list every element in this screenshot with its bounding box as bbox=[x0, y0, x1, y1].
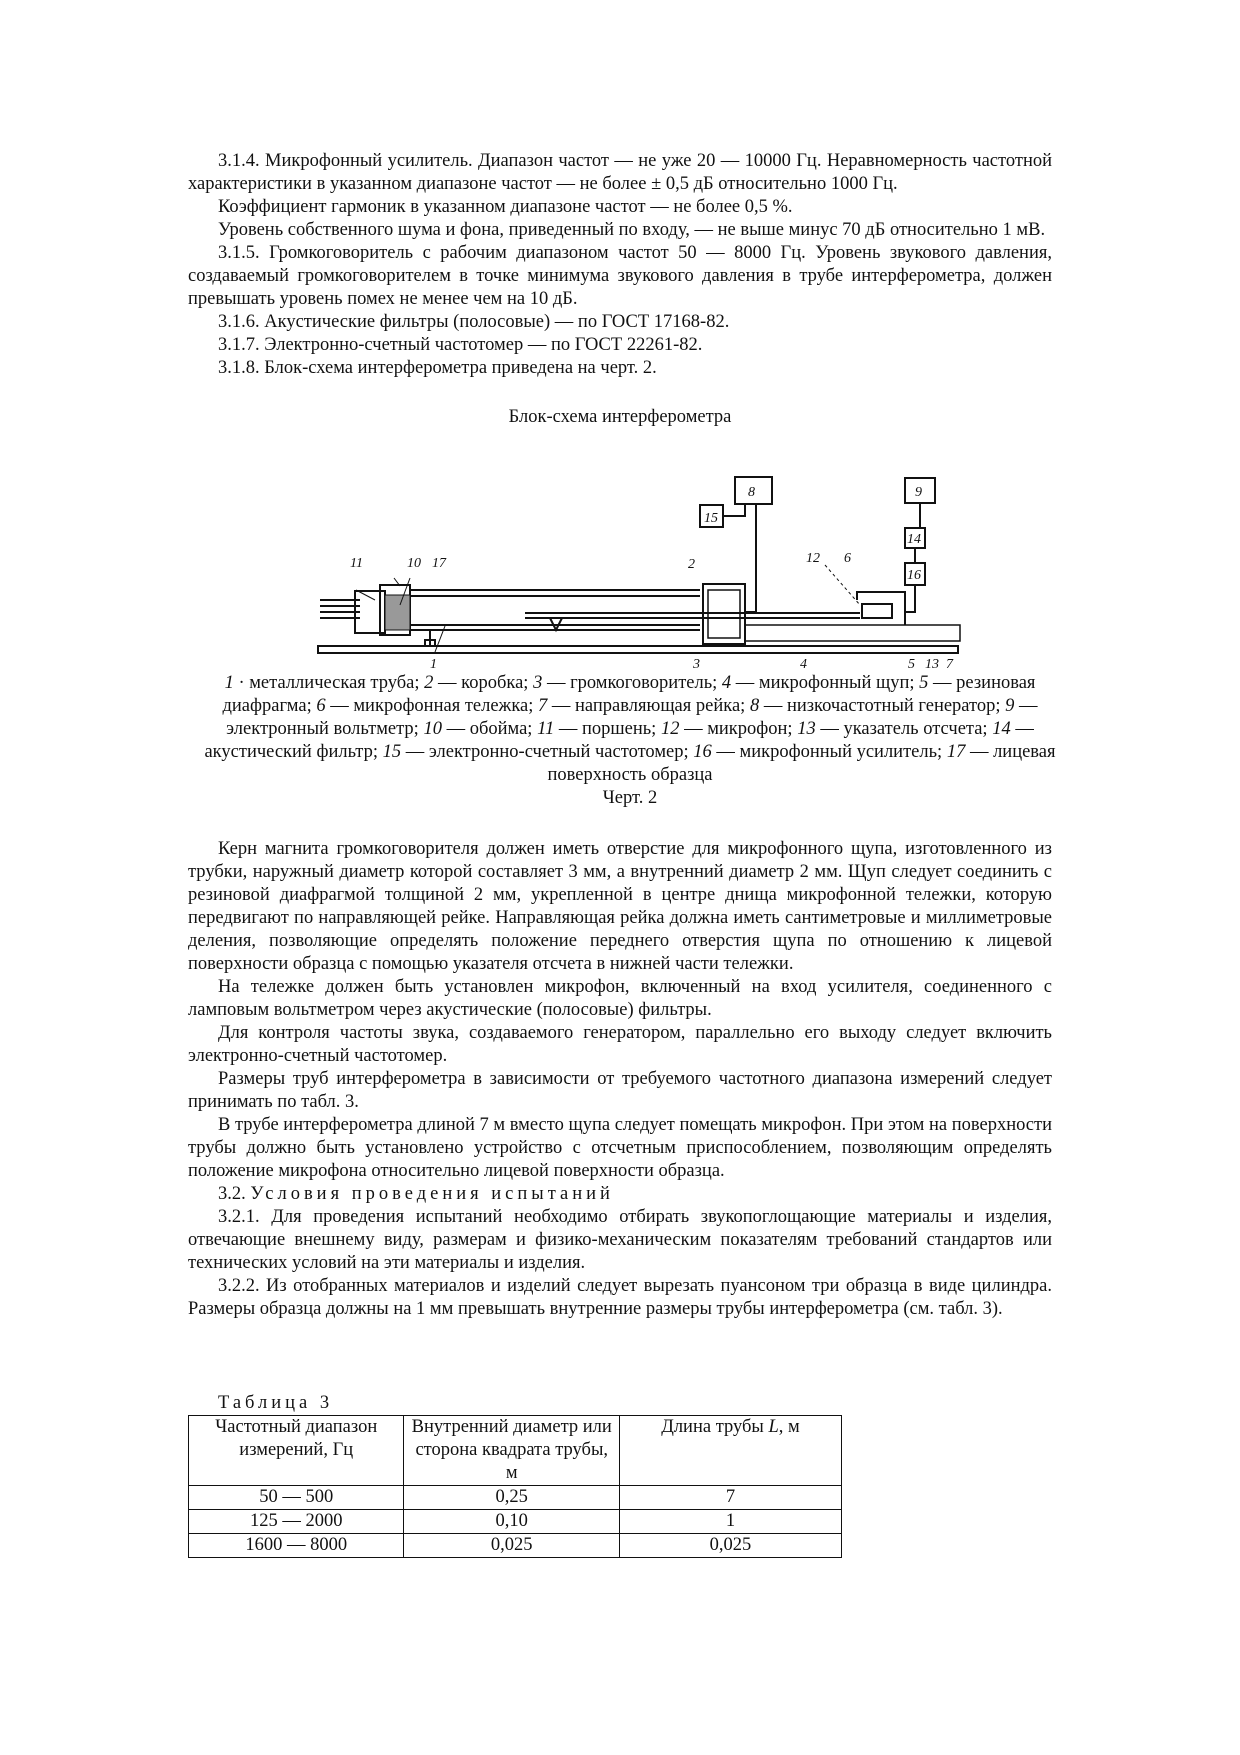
figure-legend bbox=[200, 672, 1060, 810]
paragraph: На тележке должен быть установлен микрофон, включенный на вход усилителя, соединенного с ламповым вольтметром через акустические (полосовые) фильтры. bbox=[188, 977, 1052, 1020]
header-symbol: L bbox=[768, 1417, 779, 1437]
legend-description: — низкочастотный генератор; bbox=[759, 696, 1006, 716]
legend-description: — лицевая поверхность образца bbox=[547, 742, 1056, 785]
paragraph: Уровень собственного шума и фона, приведенный по входу, — не выше минус 70 дБ относительно 1 мВ. bbox=[218, 220, 1046, 240]
table-cell: 0,025 bbox=[619, 1534, 841, 1558]
legend-number: 13 bbox=[797, 719, 816, 739]
column-header: Внутренний диаметр или сторона квадрата трубы, м bbox=[404, 1416, 619, 1486]
table-cell: 0,10 bbox=[404, 1510, 619, 1534]
label-15: 15 bbox=[704, 511, 718, 526]
header-text: Длина трубы bbox=[661, 1417, 769, 1437]
label-10: 10 bbox=[407, 556, 421, 571]
legend-number: 15 bbox=[382, 742, 402, 762]
table-row bbox=[189, 1486, 842, 1510]
label-5: 5 bbox=[908, 657, 915, 672]
paragraph: Керн магнита громкоговорителя должен иметь отверстие для микрофонного щупа, изготовленного из трубки, наружный диаметр которой составляет 3 мм, а внутренний диаметр 2 мм. Щуп следует соединить с резиновой диафрагмой толщиной 2 мм, укрепленной в центре днища микрофонной тележки, которую передвигают по направляющей рейке. Направляющая рейка должна иметь сантиметровые и миллиметровые деления, позволяющие определять положение переднего отверстия щупа по отношению к лицевой поверхности образца с помощью указателя отсчета в нижней части тележки. bbox=[188, 839, 1052, 974]
legend-description: — коробка; bbox=[433, 673, 534, 693]
label-9: 9 bbox=[915, 485, 922, 500]
legend-number: 12 bbox=[660, 719, 680, 739]
legend-number: 2 bbox=[424, 673, 434, 693]
table-cell: 1600 — 8000 bbox=[189, 1534, 404, 1558]
legend-number: 1 bbox=[224, 673, 234, 693]
label-17: 17 bbox=[432, 556, 446, 571]
label-2: 2 bbox=[688, 557, 695, 572]
paragraph: В трубе интерферометра длиной 7 м вместо щупа следует помещать микрофон. При этом на поверхности трубы должно быть установлено устройство с отсчетным приспособлением, позволяющим определять положение микрофона относительно лицевой поверхности образца. bbox=[188, 1115, 1052, 1181]
legend-description: — микрофон; bbox=[679, 719, 798, 739]
legend-description: — электронный вольтметр; bbox=[226, 696, 1038, 739]
label-4: 4 bbox=[800, 657, 807, 672]
legend-description: — электронно-счетный частотомер; bbox=[401, 742, 694, 762]
heading-text: Условия проведения испытаний bbox=[250, 1184, 614, 1204]
base-plate bbox=[318, 646, 958, 653]
table-header-row bbox=[189, 1416, 842, 1486]
figure-title: Блок-схема интерферометра bbox=[508, 407, 732, 427]
table-cell: 7 bbox=[619, 1486, 841, 1510]
label-16: 16 bbox=[907, 568, 921, 583]
legend-description: — микрофонная тележка; bbox=[325, 696, 539, 716]
legend-description: — микрофонный усилитель; bbox=[711, 742, 947, 762]
paragraph: 3.1.4. Микрофонный усилитель. Диапазон частот — не уже 20 — 10000 Гц. Неравномерность частотной характеристики в указанном диапазоне частот — не более ± 0,5 дБ относительно 1000 Гц. bbox=[188, 151, 1052, 194]
label-12: 12 bbox=[806, 551, 820, 566]
label-11: 11 bbox=[350, 556, 363, 571]
heading-number: 3.2. bbox=[218, 1184, 246, 1204]
legend-description: · металлическая труба; bbox=[233, 673, 425, 693]
legend-number: 3 bbox=[533, 673, 543, 693]
table-cell: 1 bbox=[619, 1510, 841, 1534]
figure-caption: Черт. 2 bbox=[602, 788, 658, 808]
legend-number: 7 bbox=[538, 696, 548, 716]
label-1: 1 bbox=[430, 657, 437, 672]
section-text bbox=[188, 838, 1052, 1321]
label-8: 8 bbox=[748, 485, 755, 500]
label-13: 13 bbox=[925, 657, 939, 672]
legend-number: 4 bbox=[721, 673, 732, 693]
table-cell: 125 — 2000 bbox=[189, 1510, 404, 1534]
label-14: 14 bbox=[907, 532, 921, 547]
legend-number: 17 bbox=[946, 742, 966, 762]
column-header: Частотный диапазон измерений, Гц bbox=[189, 1416, 404, 1486]
legend-text bbox=[200, 672, 1060, 787]
paragraph: Для контроля частоты звука, создаваемого генератором, параллельно его выходу следует включить электронно-счетный частотомер. bbox=[188, 1023, 1052, 1066]
paragraph: 3.2.1. Для проведения испытаний необходимо отбирать звукопоглощающие материалы и изделия, отвечающие внешнему виду, размерам и физико-механическим показателям требований стандартов или технических условий на эти материалы и изделия. bbox=[188, 1207, 1052, 1273]
rail-7 bbox=[745, 625, 960, 641]
legend-description: — микрофонный щуп; bbox=[731, 673, 920, 693]
table-caption: Таблица 3 bbox=[218, 1393, 334, 1413]
legend-description: — обойма; bbox=[441, 719, 538, 739]
table-row bbox=[189, 1534, 842, 1558]
data-table bbox=[188, 1415, 842, 1558]
legend-number: 16 bbox=[693, 742, 712, 762]
legend-number: 14 bbox=[992, 719, 1011, 739]
legend-number: 8 bbox=[749, 696, 760, 716]
microphone-12 bbox=[862, 604, 892, 618]
paragraph: 3.1.7. Электронно-счетный частотомер — по ГОСТ 22261-82. bbox=[218, 335, 703, 355]
label-7: 7 bbox=[946, 657, 953, 672]
header-unit: , м bbox=[778, 1417, 800, 1437]
paragraph: Размеры труб интерферометра в зависимости от требуемого частотного диапазона измерений следует принимать по табл. 3. bbox=[188, 1069, 1052, 1112]
table-cell: 50 — 500 bbox=[189, 1486, 404, 1510]
legend-description: — акустический фильтр; bbox=[204, 719, 1034, 762]
legend-description: — направляющая рейка; bbox=[547, 696, 750, 716]
section-heading bbox=[188, 1183, 1052, 1206]
legend-number: 9 bbox=[1005, 696, 1015, 716]
legend-number: 6 bbox=[316, 696, 326, 716]
table-row bbox=[189, 1510, 842, 1534]
paragraph: 3.1.6. Акустические фильтры (полосовые) — по ГОСТ 17168-82. bbox=[218, 312, 730, 332]
paragraph: 3.1.5. Громкоговоритель с рабочим диапазоном частот 50 — 8000 Гц. Уровень звукового давления, создаваемый громкоговорителем в точке минимума звукового давления в трубе интерферометра, должен превышать уровень помех не менее чем на 10 дБ. bbox=[188, 243, 1052, 309]
trolley-6 bbox=[857, 592, 905, 625]
table-cell: 0,025 bbox=[404, 1534, 619, 1558]
legend-number: 11 bbox=[537, 719, 555, 739]
paragraph: 3.2.2. Из отобранных материалов и изделий следует вырезать пуансоном три образца в виде цилиндра. Размеры образца должны на 1 мм превышать внутренние размеры трубы интерферометра (см. табл. 3). bbox=[188, 1276, 1052, 1319]
legend-description: — резиновая диафрагма; bbox=[222, 673, 1036, 716]
legend-description: — поршень; bbox=[554, 719, 661, 739]
column-header bbox=[619, 1416, 841, 1486]
paragraph: Коэффициент гармоник в указанном диапазоне частот — не более 0,5 %. bbox=[218, 197, 793, 217]
section-3-1 bbox=[188, 150, 1052, 429]
legend-description: — указатель отсчета; bbox=[815, 719, 993, 739]
table-3 bbox=[188, 1392, 842, 1558]
label-3: 3 bbox=[693, 657, 700, 672]
interferometer-diagram bbox=[300, 460, 980, 672]
legend-number: 5 bbox=[919, 673, 929, 693]
legend-number: 10 bbox=[423, 719, 442, 739]
paragraph: 3.1.8. Блок-схема интерферометра приведена на черт. 2. bbox=[218, 358, 657, 378]
label-6: 6 bbox=[844, 551, 851, 566]
sample-17 bbox=[385, 595, 410, 630]
legend-description: — громкоговоритель; bbox=[542, 673, 722, 693]
table-cell: 0,25 bbox=[404, 1486, 619, 1510]
